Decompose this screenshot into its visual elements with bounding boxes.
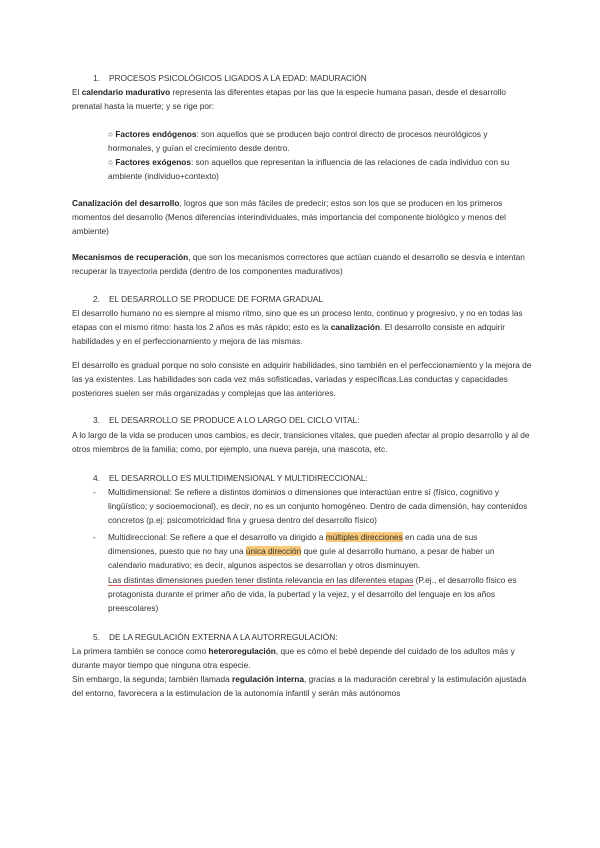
section-3-paragraph: A lo largo de la vida se producen unos cambios, es decir, transiciones vitales, que pueden afectar al propio desarrollo y al de otros miembros de la familia; como, por ejemplo, una nueva pareja, una mascota, etc. <box>72 430 530 455</box>
section-title: PROCESOS PSICOLÓGICOS LIGADOS A LA EDAD: MADURACIÓN <box>109 73 367 83</box>
section-2-heading <box>93 292 513 306</box>
text: . El desarrollo consiste en adquirir habilidades y en el perfeccionamiento y mejora de las mismas. <box>72 322 506 347</box>
text: El <box>72 87 82 97</box>
bold-term: regulación interna <box>232 674 304 684</box>
bold-term: canalización <box>330 322 381 333</box>
dash-bullet: - <box>93 487 96 497</box>
section-title: EL DESARROLLO ES MULTIDIMENSIONAL Y MULTIDIRECCIONAL: <box>109 473 368 483</box>
section-number: 5. <box>93 632 100 642</box>
section-number: 4. <box>93 473 100 483</box>
section-title: EL DESARROLLO SE PRODUCE DE FORMA GRADUAL <box>109 294 324 304</box>
section-4-heading <box>93 471 513 485</box>
section-title: DE LA REGULACIÓN EXTERNA A LA AUTORREGULACIÓN: <box>109 632 338 642</box>
text: (P.ej., el desarrollo físico es protagonista durante el primer año de vida, la pubertad y la vejez, y el desarrollo del lenguaje en los años preescolares) <box>108 574 517 614</box>
text: Multidireccional: Se refiere a que el desarrollo va dirigido a <box>108 532 326 542</box>
text: , logros que son más fáciles de predecir; estos son los que se producen en los primeros momentos del desarrollo (Menos diferencias interindividuales, más importancia del componente biológico y menos del ambiente) <box>72 198 506 237</box>
canalizacion-paragraph <box>72 196 532 239</box>
section-1-heading <box>93 71 513 85</box>
section-1-intro <box>72 85 532 113</box>
section-2-paragraph-2: El desarrollo es gradual porque no solo consiste en adquirir habilidades, sino también en el perfeccionamiento y la mejora de las ya existentes. Las habilidades son cada vez más sofisticadas, variadas y específicas.Las conductas y capacidades posteriores suelen ser más organizadas y complejas que las anteriores. <box>72 360 532 399</box>
circle-bullet-icon: ○ <box>108 129 116 139</box>
bullet-exogenos <box>108 155 528 183</box>
highlighted-text: múltiples direcciones <box>325 532 403 542</box>
dash-bullet: - <box>93 532 96 542</box>
text: La primera también se conoce como <box>72 646 209 656</box>
section-5-paragraph-2 <box>72 672 532 700</box>
section-5-paragraph-1 <box>72 644 532 672</box>
text: : son aquellos que representan la influencia de las relaciones de cada individuo con su ambiente (individuo+contexto) <box>108 157 510 182</box>
bold-term: calendario madurativo <box>81 87 171 97</box>
multidimensional-item: Multidimensional: Se refiere a distintos dominios o dimensiones que interactúan entre sí (físico, cognitivo y lingüístico; y socioemocional), es decir, no es un conjunto homogéneo. Dentro de cada dimensión, hay contenidos concretos (p.ej: psicomotricidad fina y gruesa dentro del desarrollo físico) <box>108 487 528 526</box>
multidireccional-item <box>108 530 528 615</box>
text: , que es cómo el bebé depende del cuidado de los adultos más y durante mayor tiempo que ninguna otra especie. <box>72 646 515 671</box>
text: en cada una de sus dimensiones, puesto que no hay una <box>108 532 478 557</box>
bold-term: Factores endógenos <box>115 129 197 139</box>
bold-term: Factores exógenos <box>115 157 191 167</box>
section-number: 3. <box>93 415 100 425</box>
section-number: 1. <box>93 73 100 83</box>
circle-bullet-icon: ○ <box>108 157 116 167</box>
text: , que son los mecanismos correctores que actúan cuando el desarrollo se desvía e intentan recuperar la trayectoria perdida (dentro de los componentes madurativos) <box>72 252 525 277</box>
section-title: EL DESARROLLO SE PRODUCE A LO LARGO DEL CICLO VITAL: <box>109 415 360 425</box>
text: El desarrollo humano no es siempre al mismo ritmo, sino que es un proceso lento, continuo y progresivo, y no en todas las etapas con el mismo ritmo: hasta los 2 años es más rápido; esto es la <box>72 308 523 333</box>
bullet-endogenos <box>108 127 528 155</box>
text: que guíe al desarrollo humano, a pesar de haber un calendario madurativo; es decir, algunos aspectos se desarrollan y otros disminuyen. <box>108 546 495 571</box>
text: Sin embargo, la segunda; también llamada <box>72 674 233 684</box>
text: : son aquellos que se producen bajo control directo de procesos neurológicos y hormonales, y guían el crecimiento desde dentro. <box>108 129 488 154</box>
bold-term: heteroregulación <box>208 646 276 656</box>
underlined-text: Las distintas dimensiones pueden tener distinta relevancia en las diferentes etapas <box>108 574 414 585</box>
text: representa las diferentes etapas por las que la especie humana pasan, desde el desarrollo prenatal hasta la muerte; y se rige por: <box>72 87 506 112</box>
section-5-heading <box>93 630 513 644</box>
recuperacion-paragraph <box>72 250 532 278</box>
section-number: 2. <box>93 294 100 304</box>
text: , gracias a la maduración cerebral y la estimulación ajustada del entorno, favorecera a la estimulacion de la autonomía infantil y serán más autónomos <box>72 674 527 699</box>
bold-term: Canalización del desarrollo <box>72 198 180 208</box>
highlighted-text: única dirección <box>245 546 302 557</box>
section-3-heading <box>93 413 513 427</box>
bold-term: Mecanismos de recuperación <box>72 252 189 262</box>
section-2-paragraph-1 <box>72 306 532 349</box>
